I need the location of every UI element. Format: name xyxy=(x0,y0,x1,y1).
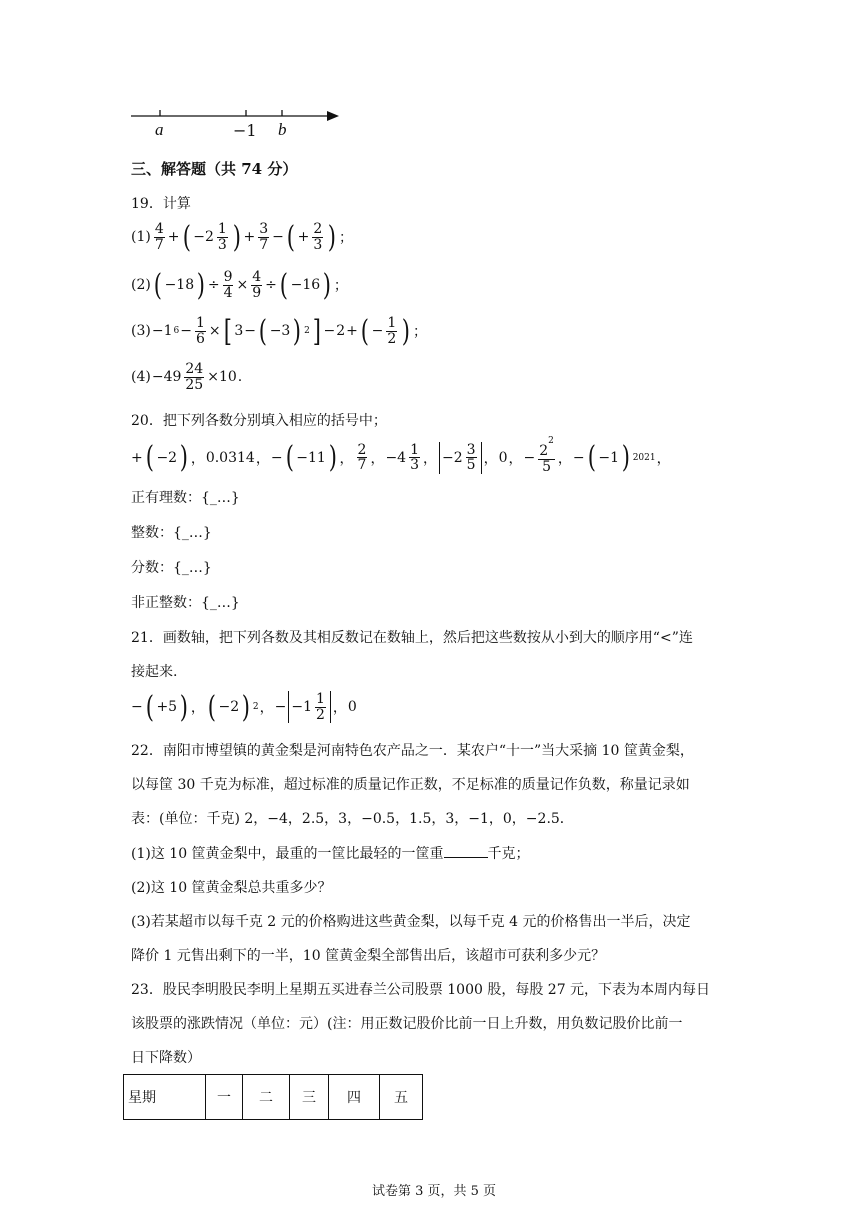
stock-table xyxy=(123,1074,423,1120)
q19-part3: (3) −1 6 − $\frac{1}{6}$ × [ 3 − ( −3 ) 2 ] − 2 + ( − $\frac{1}{2}$ ) ； xyxy=(131,313,427,349)
q19-part2: (2) ( −18 ) ÷ $\frac{9}{4}$ × $\frac{4}{9}$ ÷ ( −16 ) ； xyxy=(131,267,348,303)
q20-line-nonpositive-integers: 非正整数：{_…} xyxy=(131,595,240,611)
q22-line1: 22．南阳市博望镇的黄金梨是河南特色农产品之一．某农户“十一”当大采摘 10 筐黄金梨， xyxy=(131,743,694,759)
section-title: 三、解答题（共 74 分） xyxy=(131,160,298,178)
q20-line-integers: 整数：{_…} xyxy=(131,525,212,541)
number-line-label-minus-one: −1 xyxy=(233,121,257,140)
q19-title: 19．计算 xyxy=(131,196,191,212)
table-header-fri: 五 xyxy=(380,1075,423,1120)
table-header-mon: 一 xyxy=(206,1075,243,1120)
q22-line3: 表：(单位：千克) 2，−4，2.5，3，−0.5，1.5，3，−1，0，−2.5． xyxy=(131,811,574,827)
q21-number-list: − ( +5 ) ， ( −2 ) 2 ， − −1 $\frac{1}{2}$ ， 0 xyxy=(131,689,357,725)
answer-blank[interactable] xyxy=(444,845,488,858)
q20-line-fractions: 分数：{_…} xyxy=(131,560,212,576)
q21-line1: 21．画数轴，把下列各数及其相反数记在数轴上，然后把这些数按从小到大的顺序用“<”连 xyxy=(131,630,693,646)
number-line-label-b: b xyxy=(278,120,287,139)
q22-line2: 以每筐 30 千克为标准，超过标准的质量记作正数，不足标准的质量记作负数，称量记录如 xyxy=(131,777,690,793)
q19-part4: (4) −49 $\frac{24}{25}$ ×10 . xyxy=(131,361,243,393)
q20-line-positive-rational: 正有理数：{_…} xyxy=(131,490,240,506)
q20-number-list: + ( −2 ) ， 0.0314 ， − ( −11 ) ， $\frac{2}{7}$ ， −4 $\frac{1}{3}$ ， −2 $\frac{3}{5}$ ， 0 ， − $\frac{2^2}{5}$ ， − ( −1 ) 2021 ， xyxy=(131,436,671,476)
table-header-weekday: 星期 xyxy=(124,1075,206,1120)
q19-part1: (1) $\frac{4}{7}$ + ( −2 $\frac{1}{3}$ ) + $\frac{3}{7}$ − ( + $\frac{2}{3}$ ) ； xyxy=(131,219,353,255)
table-header-tue: 二 xyxy=(243,1075,290,1120)
number-line-label-a: a xyxy=(155,120,164,139)
q23-line2: 该股票的涨跌情况（单位：元）(注：用正数记股价比前一日上升数，用负数记股价比前一 xyxy=(131,1016,683,1032)
q22-part1: (1)这 10 筐黄金梨中，最重的一筐比最轻的一筐重 千克； xyxy=(131,846,530,862)
q23-line3: 日下降数） xyxy=(131,1050,201,1066)
page-footer: 试卷第 3 页，共 5 页 xyxy=(371,1184,497,1199)
q23-line1: 23．股民李明股民李明上星期五买进春兰公司股票 1000 股，每股 27 元，下表为本周内每日 xyxy=(131,982,711,998)
q22-part3-line1: (3)若某超市以每千克 2 元的价格购进这些黄金梨，以每千克 4 元的价格售出一半后，决定 xyxy=(131,914,691,930)
q22-part2: (2)这 10 筐黄金梨总共重多少？ xyxy=(131,880,332,896)
q20-title: 20．把下列各数分别填入相应的括号中； xyxy=(131,413,387,429)
q22-part3-line2: 降价 1 元售出剩下的一半，10 筐黄金梨全部售出后，该超市可获利多少元？ xyxy=(131,948,606,964)
table-header-thu: 四 xyxy=(329,1075,380,1120)
table-row xyxy=(124,1075,423,1120)
table-header-wed: 三 xyxy=(290,1075,329,1120)
q21-line2: 接起来. xyxy=(131,664,178,680)
